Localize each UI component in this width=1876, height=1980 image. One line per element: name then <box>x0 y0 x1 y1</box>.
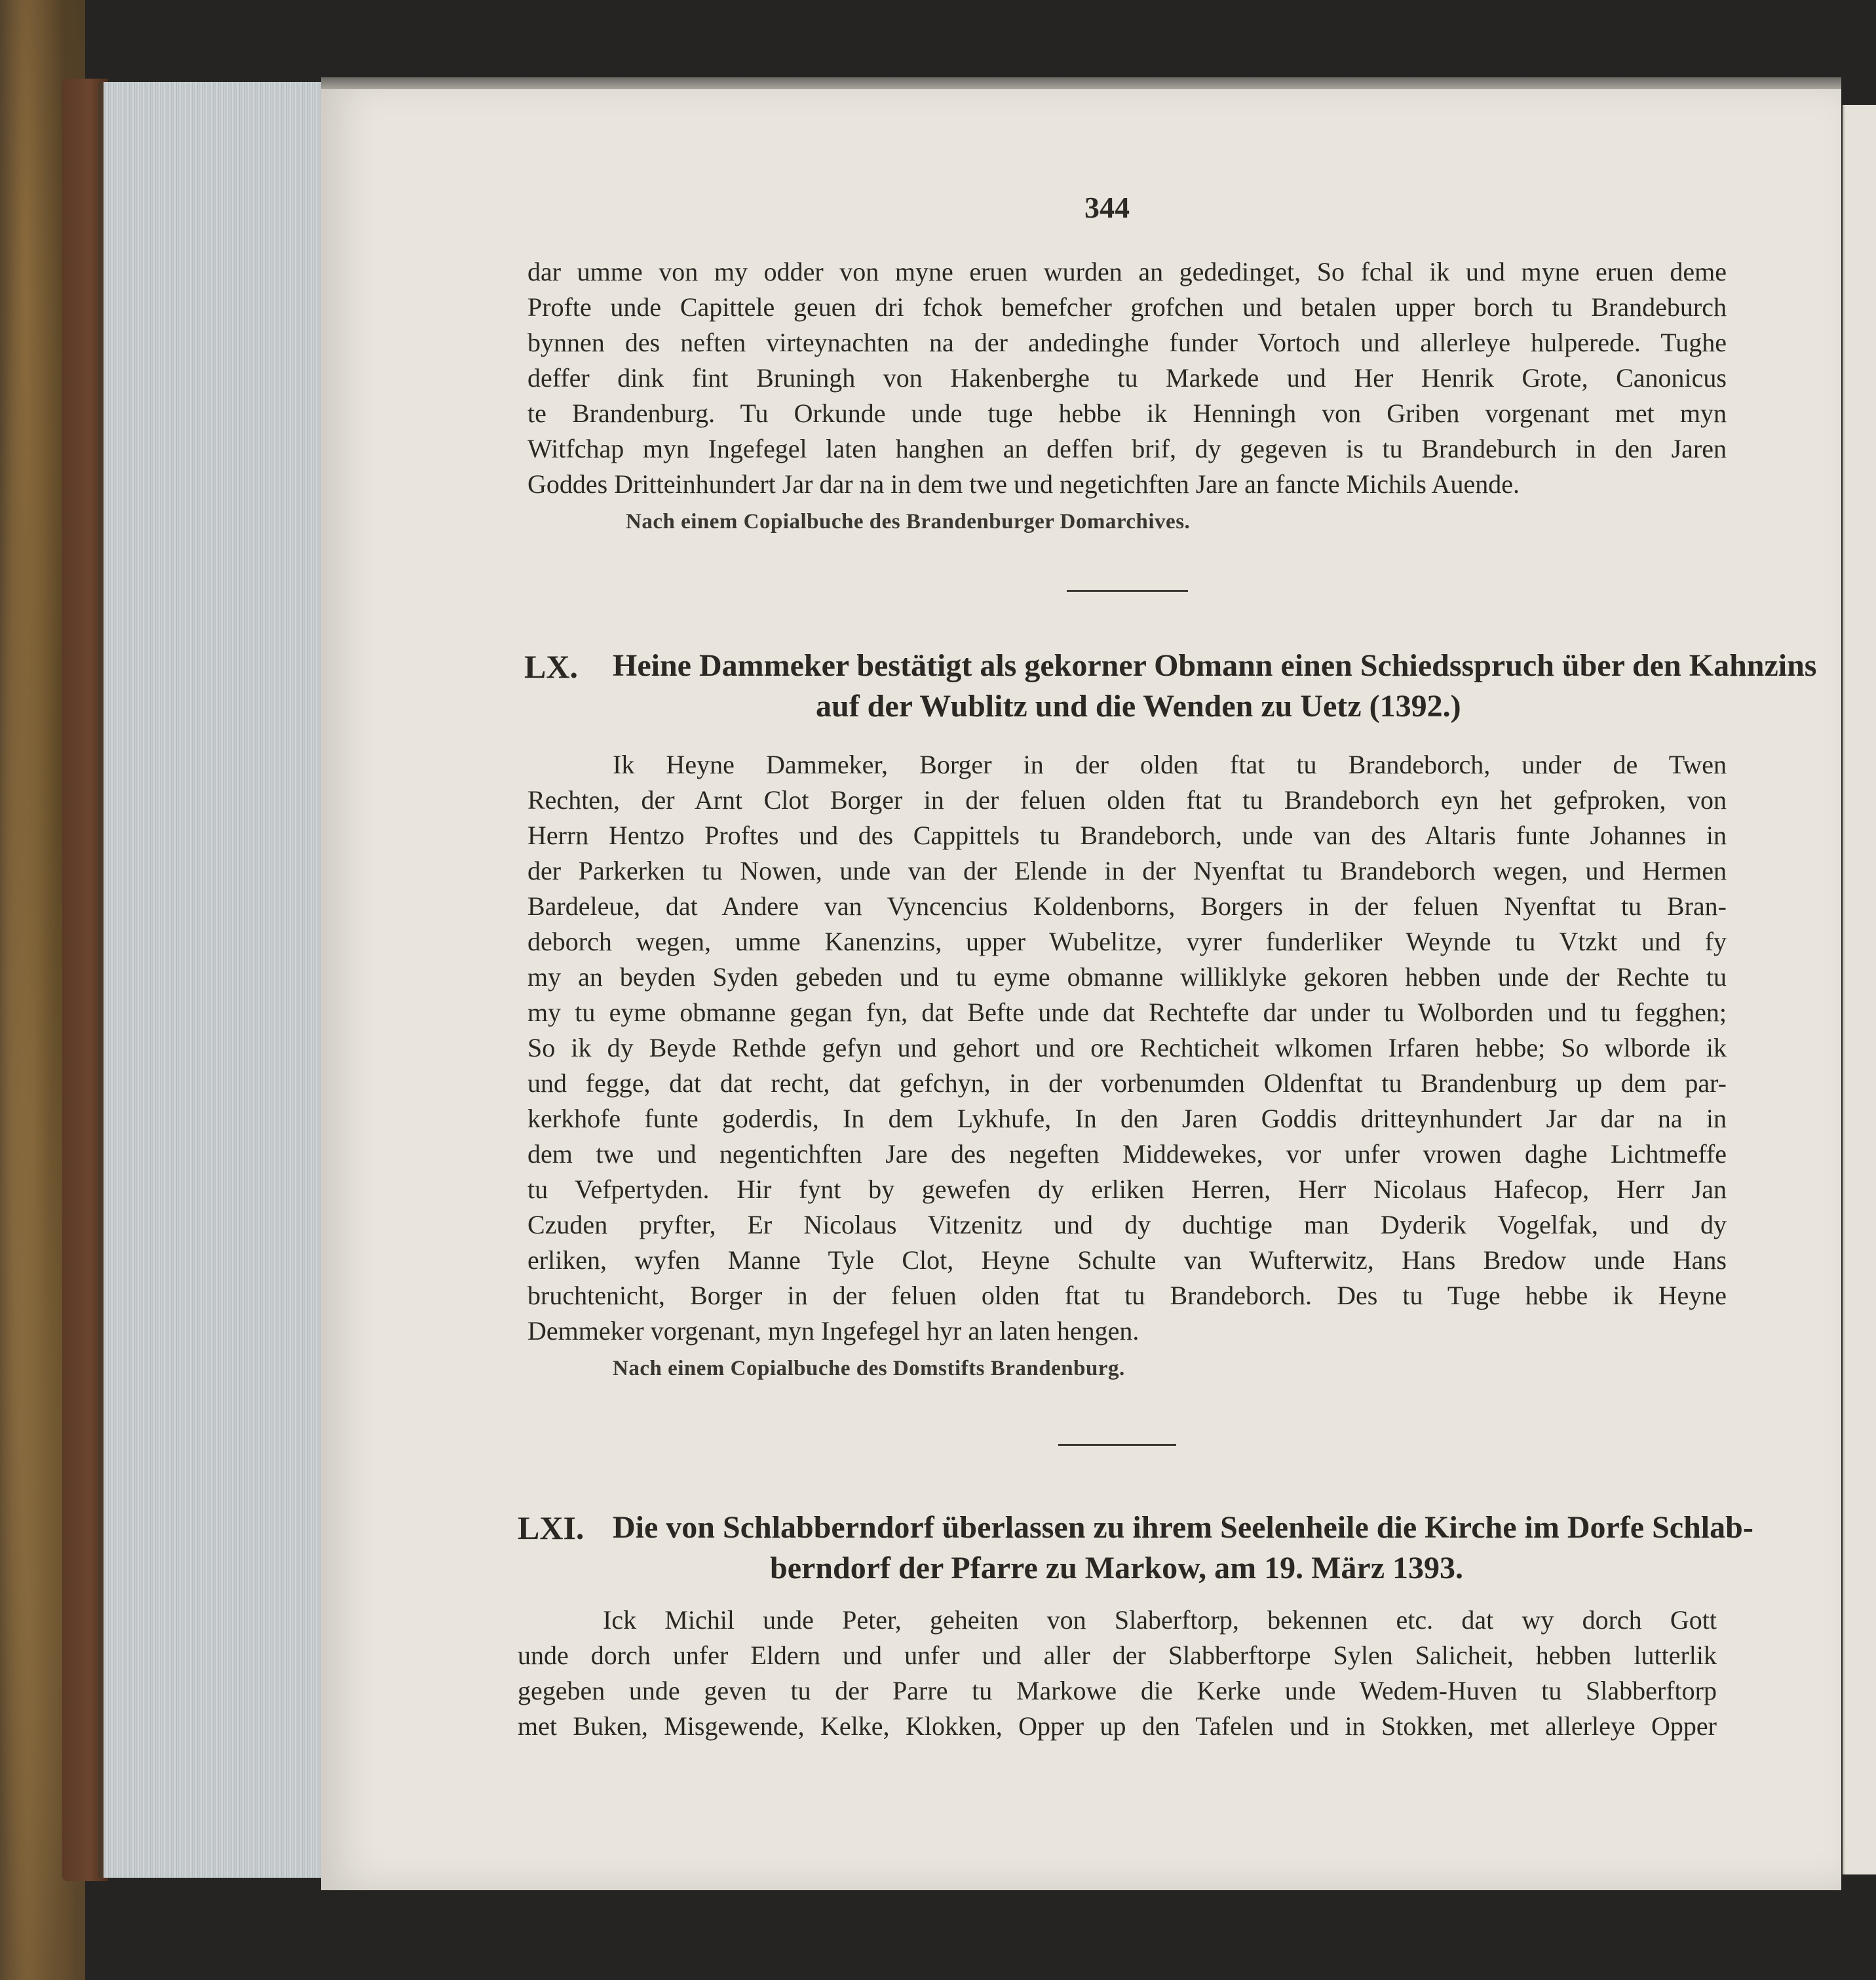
section-number: LXI. <box>518 1509 584 1546</box>
text-line: deffer dink fint Bruningh von Hakenberghe tu Markede und Her Henrik Grote, Canonicus <box>527 363 1727 393</box>
text-line: Goddes Dritteinhundert Jar dar na in dem twe und negetichften Jare an fancte Michils Auende. <box>527 469 1520 499</box>
section-title <box>613 646 1816 727</box>
section-number: LX. <box>524 648 578 685</box>
text-line: Ick Michil unde Peter, geheiten von Slaberftorp, bekennen etc. dat wy dorch Gott <box>603 1605 1717 1635</box>
text-line: Herrn Hentzo Proftes und des Cappittels tu Brandeborch, unde van des Altaris funte Johannes in <box>527 821 1727 850</box>
text-line: tu Vefpertyden. Hir fynt by gewefen dy erliken Herren, Herr Nicolaus Hafecop, Herr Jan <box>527 1174 1727 1204</box>
text-line: Witfchap myn Ingefegel laten hanghen an deffen brif, dy gegeven is tu Brandeburch in den Jaren <box>527 434 1727 463</box>
page-number: 344 <box>1084 191 1130 224</box>
text-line: dem twe und negentichften Jare des negeften Middewekes, vor unfer vrowen daghe Lichtmeffe <box>527 1139 1727 1169</box>
section-title <box>613 1507 1753 1589</box>
text-line: gegeben unde geven tu der Parre tu Markowe die Kerke unde Wedem-Huven tu Slabberftorp <box>518 1676 1717 1705</box>
text-line: deborch wegen, umme Kanenzins, upper Wubelitze, vyrer funderliker Weynde tu Vtzkt und fy <box>527 927 1727 956</box>
text-line: Bardeleue, dat Andere van Vyncencius Koldenborns, Borgers in der feluen Nyenftat tu Bran- <box>527 891 1727 921</box>
text-line: dar umme von my odder von myne eruen wurden an gededinget, So fchal ik und myne eruen deme <box>527 257 1727 286</box>
text-line: bruchtenicht, Borger in der feluen olden ftat tu Brandeborch. Des tu Tuge hebbe ik Heyne <box>527 1281 1727 1310</box>
title-line: auf der Wublitz und die Wenden zu Uetz (1392.) <box>816 689 1461 724</box>
page-stack-edge <box>98 82 333 1878</box>
text-line: my an beyden Syden gebeden und tu eyme obmanne williklyke gekoren hebben unde der Rechte tu <box>527 962 1727 992</box>
title-line: berndorf der Pfarre zu Markow, am 19. März 1393. <box>770 1551 1463 1585</box>
title-line: Heine Dammeker bestätigt als gekorner Obmann einen Schiedsspruch über den Kahnzins <box>613 648 1817 683</box>
text-line: und fegge, dat dat recht, dat gefchyn, in der vorbenumden Oldenftat tu Brandenburg up dem par- <box>527 1068 1727 1098</box>
section-divider <box>1058 1444 1176 1446</box>
text-line: kerkhofe funte goderdis, In dem Lykhufe, In den Jaren Goddis dritteynhundert Jar dar na in <box>527 1104 1727 1133</box>
text-line: met Buken, Misgewende, Kelke, Klokken, Opper up den Tafelen und in Stokken, met allerleye Opper <box>518 1711 1717 1741</box>
facing-page-edge <box>1843 105 1876 1874</box>
text-line: unde dorch unfer Eldern und unfer und aller der Slabberftorpe Sylen Salicheit, hebben lutterlik <box>518 1640 1717 1670</box>
intro-paragraph <box>527 254 1727 502</box>
source-note: Nach einem Copialbuche des Brandenburger Domarchives. <box>626 510 1191 534</box>
text-line: der Parkerken tu Nowen, unde van der Elende in der Nyenftat tu Brandeborch wegen, und Hermen <box>527 856 1727 885</box>
section-divider <box>1067 590 1188 592</box>
text-line: Czuden pryfter, Er Nicolaus Vitzenitz und dy duchtige man Dyderik Vogelfak, und dy <box>527 1210 1727 1239</box>
text-line: Ik Heyne Dammeker, Borger in der olden ftat tu Brandeborch, under de Twen <box>613 750 1727 779</box>
page-top-shadow <box>321 77 1841 89</box>
section-body <box>527 747 1727 1349</box>
text-line: bynnen des neften virteynachten na der andedinghe funder Vortoch und allerleye hulperede. Tughe <box>527 328 1727 357</box>
text-line: Rechten, der Arnt Clot Borger in der feluen olden ftat tu Brandeborch eyn het gefproken, von <box>527 785 1727 815</box>
text-line: So ik dy Beyde Rethde gefyn und gehort und ore Rechticheit wlkomen Irfaren hebbe; So wlborde ik <box>527 1033 1727 1062</box>
text-line: Demmeker vorgenant, myn Ingefegel hyr an laten hengen. <box>527 1316 1139 1346</box>
text-line: my tu eyme obmanne gegan fyn, dat Befte unde dat Rechtefte dar under tu Wolborden und tu fegghen; <box>527 998 1727 1027</box>
text-line: Profte unde Capittele geuen dri fchok bemefcher grofchen und betalen upper borch tu Brandeburch <box>527 292 1727 322</box>
section-body <box>518 1602 1717 1744</box>
source-note: Nach einem Copialbuche des Domstifts Brandenburg. <box>613 1357 1125 1380</box>
text-line: te Brandenburg. Tu Orkunde unde tuge hebbe ik Henningh von Griben vorgenant met myn <box>527 398 1727 428</box>
text-line: erliken, wyfen Manne Tyle Clot, Heyne Schulte van Wufterwitz, Hans Bredow unde Hans <box>527 1245 1727 1275</box>
title-line: Die von Schlabberndorf überlassen zu ihrem Seelenheile die Kirche im Dorfe Schlab- <box>613 1510 1753 1545</box>
